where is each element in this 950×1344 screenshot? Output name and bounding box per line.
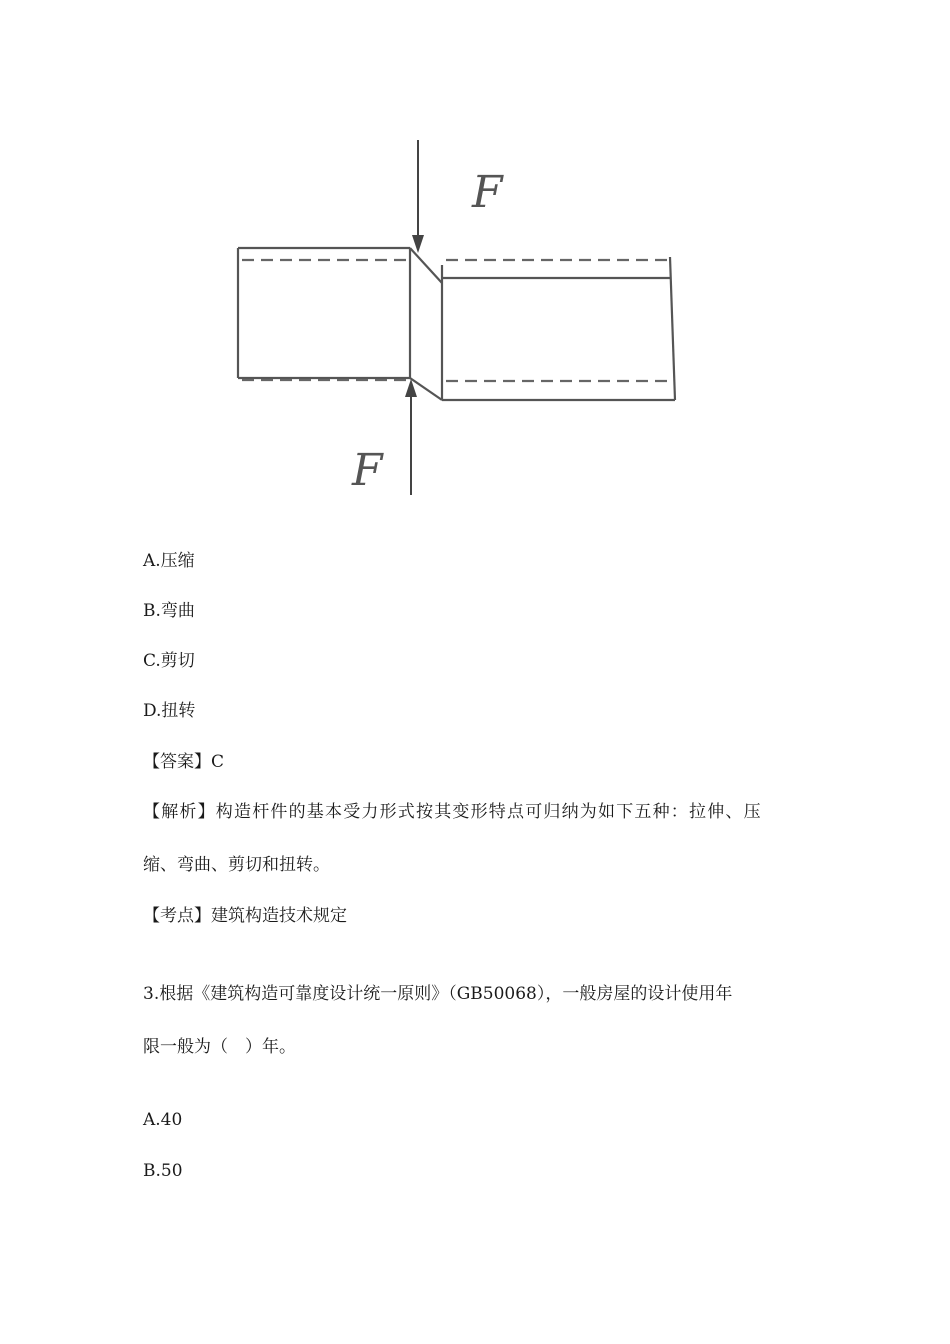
q2-analysis-line-1: 【解析】构造杆件的基本受力形式按其变形特点可归纳为如下五种：拉伸、压 (143, 802, 762, 822)
q2-option-c: C.剪切 (143, 651, 195, 671)
q3-stem-line-1: 3.根据《建筑构造可靠度设计统一原则》（GB50068），一般房屋的设计使用年 (143, 984, 733, 1004)
shear-joint (410, 248, 442, 400)
left-bar (238, 248, 410, 378)
q2-topic: 【考点】建筑构造技术规定 (143, 906, 347, 926)
bottom-force-label: F (352, 445, 383, 496)
q2-option-b: B.弯曲 (143, 601, 195, 621)
q2-option-a: A.压缩 (143, 551, 195, 571)
q2-answer: 【答案】C (143, 752, 225, 772)
q3-option-a: A.40 (143, 1110, 183, 1130)
q3-stem-line-2: 限一般为（ ）年。 (143, 1037, 296, 1057)
left-bar-dashes (242, 260, 408, 380)
q2-analysis-line-2: 缩、弯曲、剪切和扭转。 (143, 855, 330, 875)
top-force-label: F (472, 167, 503, 218)
right-bar (442, 257, 675, 400)
top-force-arrow (412, 140, 424, 253)
shear-force-diagram (230, 135, 690, 500)
q2-option-d: D.扭转 (143, 701, 196, 721)
q3-option-b: B.50 (143, 1161, 183, 1181)
bottom-force-arrow (405, 379, 417, 495)
